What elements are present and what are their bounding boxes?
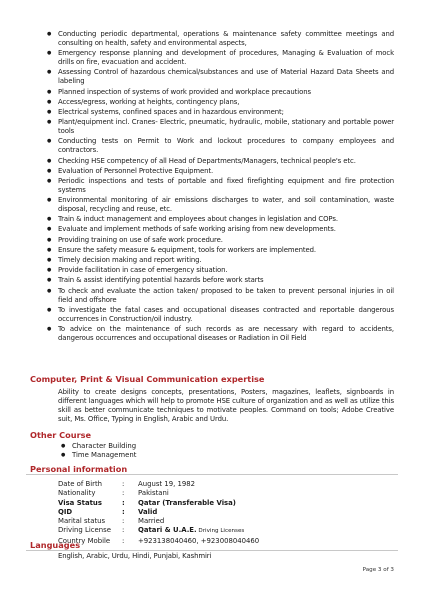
personal-row-qid <box>58 508 259 517</box>
page-number: Page 3 of 3 <box>362 567 394 573</box>
list-item: ● Conducting tests on Permit to Work and lockout procedures to company employees and contractors. <box>58 137 394 155</box>
list-item: ● Train & assist identifying potential hazards before work starts <box>58 276 394 285</box>
row-colon: : <box>122 526 125 535</box>
other-course-list <box>72 442 136 459</box>
list-item: ● Ensure the safety measure & equipment, tools for workers are implemented. <box>58 246 394 255</box>
list-item: ● Conducting periodic departmental, operations & maintenance safety committee meetings and consulting on health, safety and environmental aspects, <box>58 30 394 48</box>
row-colon: : <box>122 536 125 545</box>
computer-heading: Computer, Print & Visual Communication expertise <box>30 374 265 384</box>
list-item: ● Character Building <box>72 442 136 451</box>
list-item: ● To check and evaluate the action taken/ proposed to be taken to prevent personal injuries in oil field and offshore <box>58 287 394 305</box>
row-value <box>138 526 244 536</box>
row-value: August 19, 1982 <box>138 480 195 488</box>
personal-heading: Personal information <box>30 464 128 474</box>
other-course-heading: Other Course <box>30 430 92 440</box>
list-item: ● Train & induct management and employees about changes in legislation and COPs. <box>58 215 394 224</box>
list-item: ● Assessing Control of hazardous chemical/substances and use of Material Hazard Data Sheets and labeling <box>58 68 394 86</box>
list-item: ● Planned inspection of systems of work provided and workplace precautions <box>58 88 394 97</box>
row-label: Marital status <box>58 517 106 526</box>
list-item: ● Timely decision making and report writing. <box>58 256 394 265</box>
row-value: +923138040460, +923008040460 <box>138 536 260 545</box>
list-item: ● Provide facilitation in case of emergency situation. <box>58 266 394 275</box>
list-item: ● Electrical systems, confined spaces and in hazardous environment; <box>58 108 394 117</box>
row-label: Visa Status <box>58 498 102 507</box>
row-label: Country Mobile <box>58 536 111 545</box>
personal-row-license <box>58 526 259 536</box>
personal-row-visa <box>58 499 259 508</box>
list-item: ● To investigate the fatal cases and occupational diseases contracted and reportable dangerous occurrences in Construction/oil industry. <box>58 306 394 324</box>
list-item: ● Checking HSE competency of all Head of Departments/Managers, technical people's etc. <box>58 157 394 166</box>
list-item: ● Plant/equipment incl. Cranes- Electric, pneumatic, hydraulic, mobile, stationary and portable power tools <box>58 118 394 136</box>
personal-row-dob <box>58 480 259 489</box>
list-item: ● Periodic inspections and tests of portable and fixed firefighting equipment and fire protection systems <box>58 177 394 195</box>
row-colon: : <box>122 498 125 507</box>
row-colon: : <box>122 517 125 526</box>
row-colon: : <box>122 489 125 498</box>
personal-info-table <box>58 480 259 546</box>
row-value: Married <box>138 517 165 526</box>
list-item: ● Evaluate and implement methods of safe working arising from new developments. <box>58 225 394 234</box>
list-item: ● Time Management <box>72 451 136 460</box>
row-value: Pakistani <box>138 489 169 498</box>
row-value: Qatar (Transferable Visa) <box>138 498 236 507</box>
list-item: ● To advice on the maintenance of such records as are necessary with regard to accidents, dangerous occurrences and occupational diseases or Radiation in Oil Field <box>58 325 394 343</box>
list-item: ● Access/egress, working at heights, contingency plans, <box>58 98 394 107</box>
license-suffix: Driving Licenses <box>196 528 245 535</box>
list-item: ● Providing training on use of safe work procedure. <box>58 236 394 245</box>
row-value: Valid <box>138 507 158 516</box>
personal-row-nationality <box>58 489 259 498</box>
row-colon: : <box>122 480 125 488</box>
section-divider <box>26 474 398 475</box>
row-label: Driving License <box>58 526 111 535</box>
languages-heading: Languages <box>30 540 81 550</box>
personal-row-mobile <box>58 537 259 546</box>
list-item: ● Environmental monitoring of air emissions discharges to water, and soil contamination, waste disposal, recycling and reuse, etc. <box>58 196 394 214</box>
row-label: Date of Birth <box>58 480 103 488</box>
row-colon: : <box>122 507 125 516</box>
duties-list <box>58 30 394 344</box>
computer-text: Ability to create designs concepts, presentations, Posters, magazines, leaflets, signboards in different languages which will help to promote HSE culture of organization and as well as utilize this skill as better communicate techniques to motivate peoples. Command on tools; Adobe Creative suit, Ms. Office, Typing in English, Arabic and Urdu. <box>58 388 394 423</box>
row-label: Nationality <box>58 489 96 498</box>
personal-row-marital <box>58 517 259 526</box>
license-countries: Qatari & U.A.E. <box>138 526 197 535</box>
list-item: ● Emergency response planning and development of procedures, Managing & Evaluation of mock drills on fire, evacuation and accident. <box>58 49 394 67</box>
row-label: QID <box>58 507 73 516</box>
list-item: ● Evaluation of Personnel Protective Equipment. <box>58 167 394 176</box>
section-divider <box>26 550 398 551</box>
languages-text: English, Arabic, Urdu, Hindi, Punjabi, Kashmiri <box>58 552 212 560</box>
